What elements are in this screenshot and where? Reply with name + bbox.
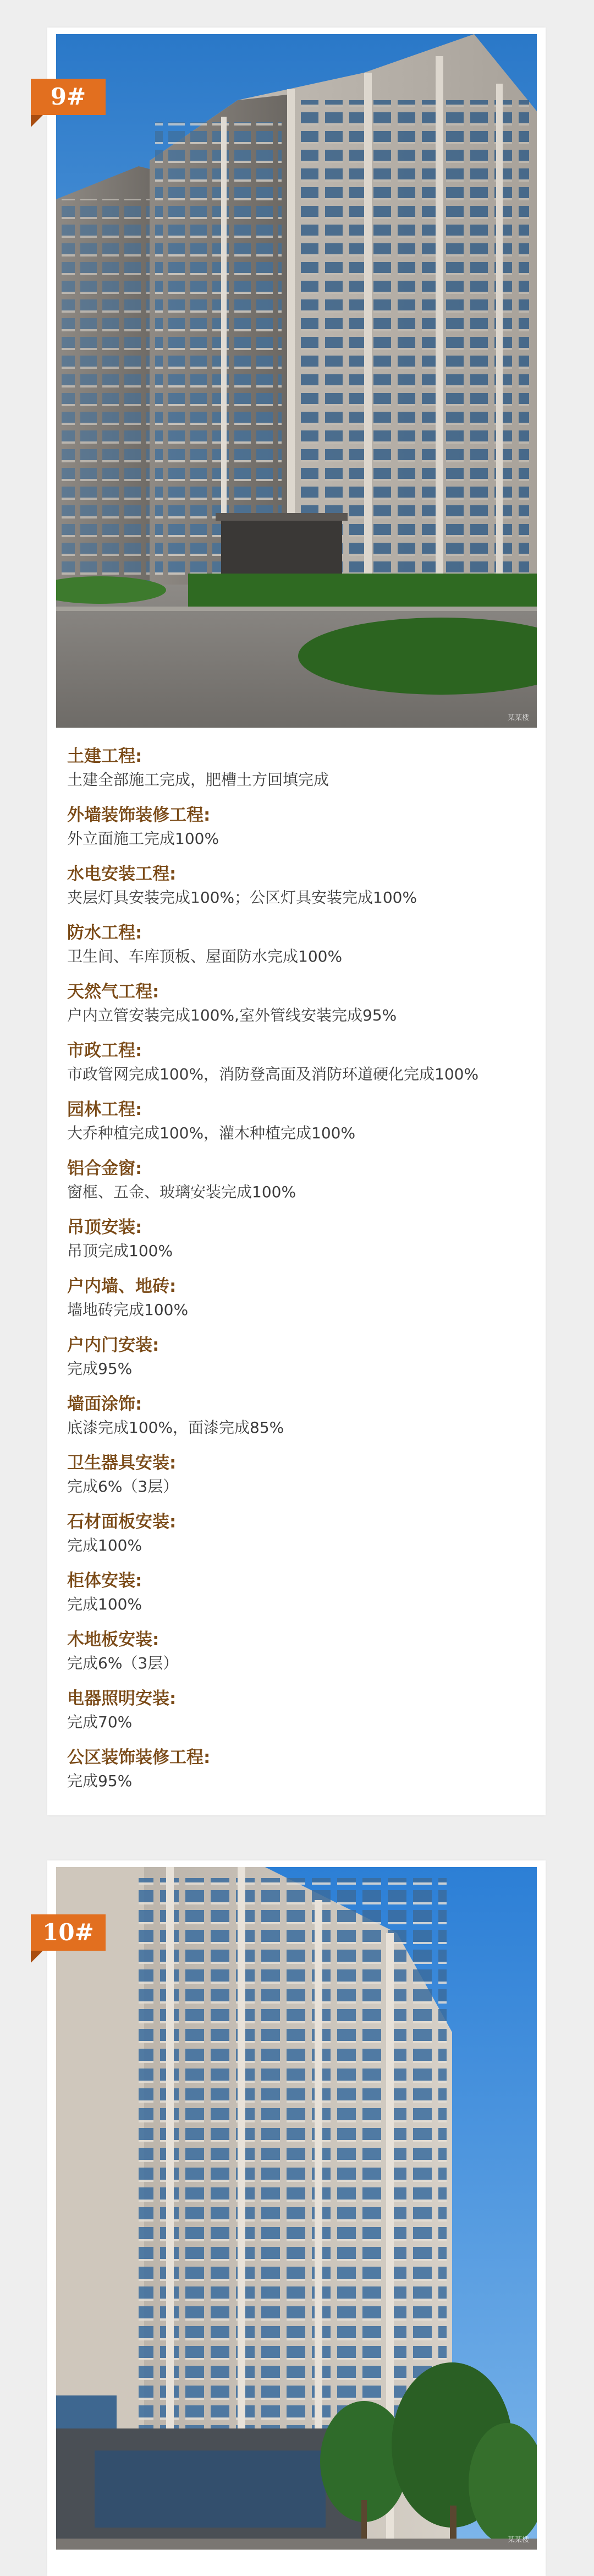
- item-desc: 完成95%: [67, 1360, 133, 1378]
- item-desc: 夹层灯具安装完成100%；公区灯具安装完成100%: [67, 888, 417, 907]
- item-desc: 完成6%（3层）: [67, 1477, 179, 1496]
- progress-item: [67, 921, 526, 980]
- building-10-image: [56, 1867, 537, 2550]
- item-title: 户内墙、地砖:: [67, 1276, 177, 1296]
- item-title: 水电安装工程:: [67, 864, 177, 884]
- progress-list: [67, 744, 526, 1804]
- item-desc: 土建全部施工完成，肥槽土方回填完成: [67, 771, 329, 789]
- item-desc: 大乔种植完成100%，灌木种植完成100%: [67, 1124, 356, 1142]
- item-title: 电器照明安装:: [67, 1689, 177, 1709]
- item-desc: 卫生间、车库顶板、屋面防水完成100%: [67, 947, 343, 965]
- progress-item: [67, 862, 526, 921]
- building-photo: [56, 1867, 537, 2550]
- progress-item: [67, 1156, 526, 1215]
- progress-item: [67, 1039, 526, 1098]
- item-desc: 完成100%: [67, 1536, 142, 1554]
- item-title: 户内门安装:: [67, 1335, 160, 1355]
- progress-item: [67, 1215, 526, 1274]
- item-title: 天然气工程:: [67, 982, 160, 1002]
- progress-item: [67, 1628, 526, 1687]
- item-title: 公区装饰装修工程:: [67, 1748, 211, 1767]
- item-title: 卫生器具安装:: [67, 1453, 177, 1473]
- item-desc: 外立面施工完成100%: [67, 829, 219, 848]
- progress-item: [67, 744, 526, 803]
- item-desc: 吊顶完成100%: [67, 1242, 173, 1260]
- building-tag-10: 10#: [31, 1914, 106, 1951]
- item-desc: 窗框、五金、玻璃安装完成100%: [67, 1183, 296, 1201]
- item-title: 木地板安装:: [67, 1630, 160, 1650]
- item-title: 铝合金窗:: [67, 1159, 142, 1178]
- progress-item: [67, 980, 526, 1039]
- item-desc: 户内立管安装完成100%,室外管线安装完成95%: [67, 1006, 397, 1024]
- building-9-image: [56, 34, 537, 728]
- item-title: 外墙装饰装修工程:: [67, 805, 211, 825]
- progress-item: [67, 1510, 526, 1569]
- progress-item: [67, 1687, 526, 1745]
- building-photo: [56, 34, 537, 728]
- progress-item: [67, 1392, 526, 1451]
- progress-item: [67, 1333, 526, 1392]
- item-title: 柜体安装:: [67, 1571, 142, 1591]
- item-title: 石材面板安装:: [67, 1512, 177, 1532]
- item-desc: 完成95%: [67, 1772, 133, 1790]
- progress-item: [67, 1451, 526, 1510]
- item-desc: 市政管网完成100%，消防登高面及消防环道硬化完成100%: [67, 1065, 479, 1083]
- photo-watermark: 某某楼: [507, 2536, 529, 2544]
- item-title: 吊顶安装:: [67, 1218, 142, 1237]
- building-card-9: [47, 28, 546, 1815]
- progress-item: [67, 1098, 526, 1156]
- item-title: 园林工程:: [67, 1100, 142, 1120]
- progress-item: [67, 1569, 526, 1628]
- item-desc: 完成6%（3层）: [67, 1654, 179, 1672]
- item-title: 市政工程:: [67, 1041, 142, 1061]
- progress-item: [67, 1274, 526, 1333]
- building-tag-9: 9#: [31, 79, 106, 115]
- building-card-10: [47, 1860, 546, 2576]
- item-title: 墙面涂饰:: [67, 1394, 142, 1414]
- item-title: 土建工程:: [67, 746, 142, 766]
- progress-item: [67, 803, 526, 862]
- item-desc: 墙地砖完成100%: [67, 1301, 189, 1319]
- item-desc: 完成70%: [67, 1713, 133, 1731]
- progress-item: [67, 1745, 526, 1804]
- photo-watermark: 某某楼: [507, 714, 529, 722]
- item-title: 防水工程:: [67, 923, 142, 943]
- item-desc: 完成100%: [67, 1595, 142, 1613]
- item-desc: 底漆完成100%，面漆完成85%: [67, 1418, 284, 1437]
